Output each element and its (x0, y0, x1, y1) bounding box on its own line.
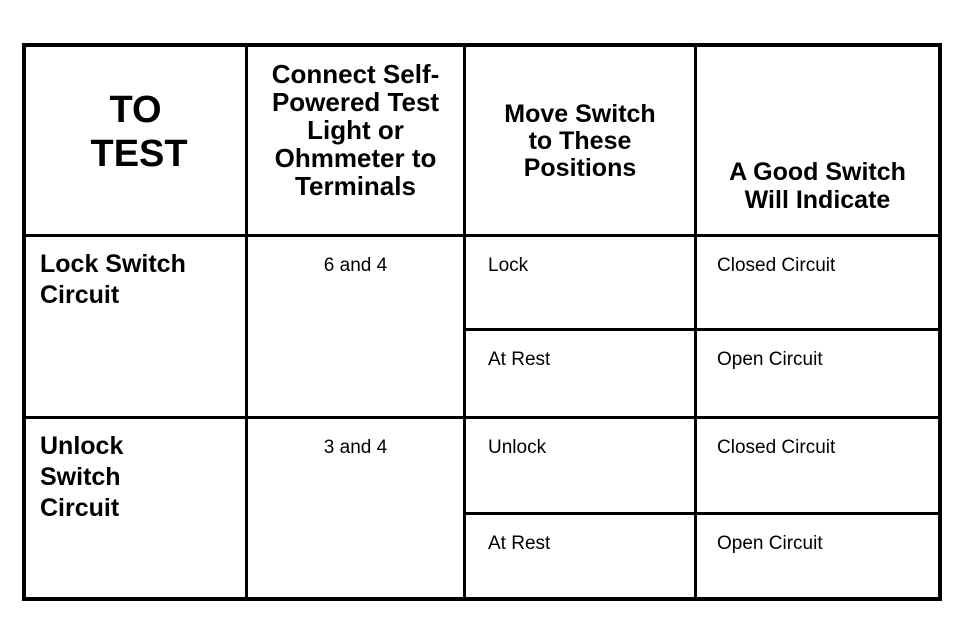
switch-test-table (22, 43, 942, 601)
header-good-switch (697, 47, 938, 237)
header-indicate-label: A Good Switch Will Indicate (729, 158, 906, 214)
indication-lock-open: Open Circuit (697, 331, 938, 419)
indication-unlock-open: Open Circuit (717, 533, 823, 554)
test-lock-switch-circuit: Lock Switch Circuit (26, 237, 248, 419)
test-unlock-switch-circuit: Unlock Switch Circuit (26, 419, 248, 597)
terminals-lock: 6 and 4 (248, 237, 466, 419)
header-to-test-label: TO TEST (90, 88, 188, 175)
position-unlock: Unlock (466, 419, 697, 515)
indication-unlock-closed: Closed Circuit (697, 419, 938, 515)
indication-lock-closed: Closed Circuit (697, 237, 938, 331)
header-move-switch (466, 47, 697, 237)
header-to-test (26, 47, 248, 237)
header-connect-label: Connect Self-Powered Test Light or Ohmmeter to Terminals (271, 58, 440, 201)
position-lock: Lock (466, 237, 697, 331)
terminals-unlock: 3 and 4 (248, 419, 466, 597)
position-lock-at-rest: At Rest (466, 331, 697, 419)
header-connect-terminals (248, 47, 466, 237)
header-move-label: Move Switch to These Positions (504, 100, 656, 182)
position-unlock-at-rest: At Rest (466, 515, 697, 597)
